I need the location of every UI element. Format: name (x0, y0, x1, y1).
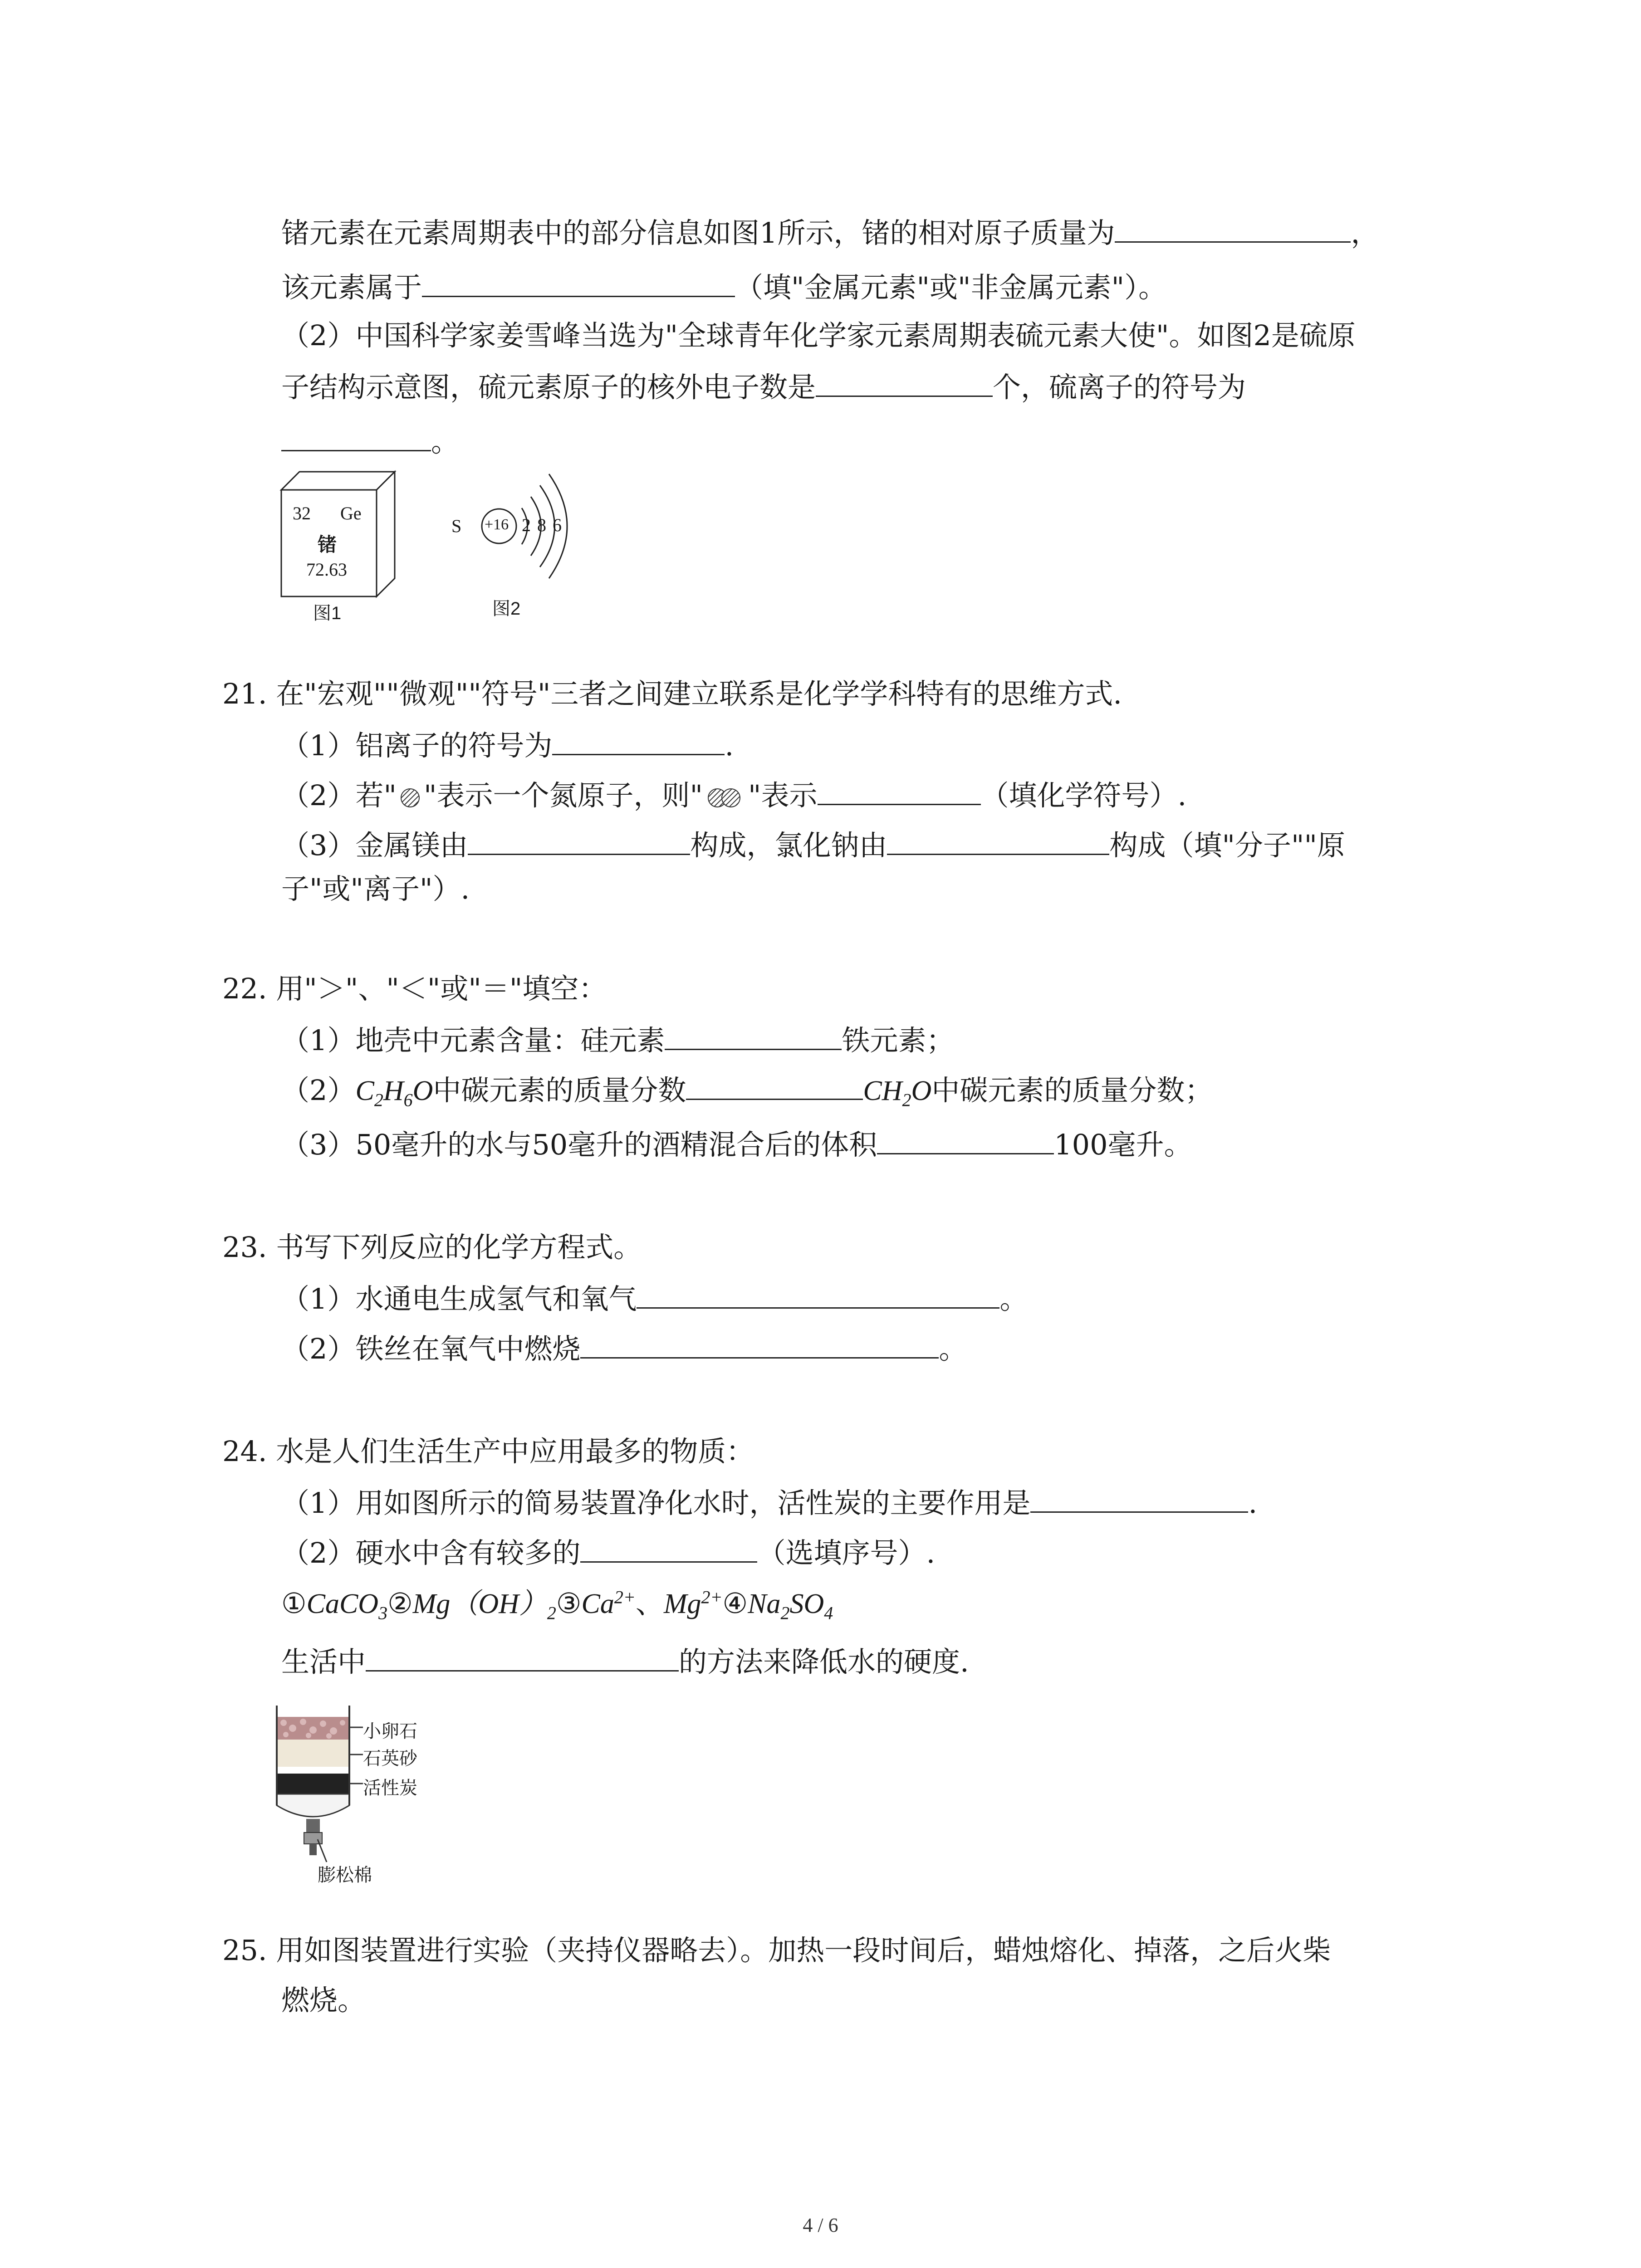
electron-shells: 2 8 6 (522, 515, 562, 535)
q21-part-2: （2）若" "表示一个氮原子，则" "表示 （填化学符号）. (281, 776, 1186, 814)
atomic-mass: 72.63 (306, 559, 347, 580)
answer-blank[interactable] (686, 1070, 863, 1100)
q24-part-1: （1）用如图所示的简易装置净化水时，活性炭的主要作用是 . (281, 1483, 1257, 1521)
figure-1-element-tile (272, 463, 408, 626)
water-purifier-figure (272, 1692, 454, 1896)
formula-mg-oh-2: $Mg(OH)_2$ (412, 1589, 556, 1623)
atomic-number: 32 (293, 503, 311, 523)
answer-blank[interactable] (818, 776, 981, 805)
q22-part-2: $(2)C_2H_6O$中碳元素的质量分数 $CH_2O$中碳元素的质量分数； (281, 1070, 1213, 1109)
q20-line-4: 子结构示意图，硫元素原子的核外电子数是 个，硫离子的符号为 (281, 367, 1246, 406)
q23-part-2: （2）铁丝在氧气中燃烧 。 (281, 1329, 967, 1367)
answer-blank[interactable] (468, 826, 690, 855)
answer-blank[interactable] (637, 1279, 999, 1309)
figure-1-caption: 图1 (313, 603, 342, 623)
nitrogen-atom-icon (397, 787, 424, 809)
q25-line-2: 燃烧。 (281, 1984, 366, 2017)
answer-blank[interactable] (580, 1329, 939, 1359)
atom-symbol: S (451, 516, 462, 536)
answer-blank[interactable] (877, 1125, 1054, 1154)
q21-stem: 21. 在"宏观""微观""符号"三者之间建立联系是化学学科特有的思维方式. (222, 677, 1122, 710)
formula-c2h6o: $C_2H_6O$ (355, 1075, 433, 1110)
formula-na2so4: $Na_2SO_4$ (748, 1589, 833, 1623)
nucleus-charge: +16 (485, 516, 509, 533)
label-stones: 小卵石 (363, 1721, 417, 1741)
q20-line-1: 锗元素在元素周期表中的部分信息如图1所示，锗的相对原子质量为 ， (281, 213, 1379, 251)
q23-part-1: （1）水通电生成氢气和氧气 。 (281, 1279, 1028, 1317)
label-carbon: 活性炭 (363, 1778, 417, 1798)
figure-2-sulfur-atom (449, 458, 585, 626)
answer-blank[interactable] (665, 1021, 842, 1050)
q21-part-3-cont: 子"或"离子"）. (281, 872, 470, 905)
answer-blank[interactable] (816, 367, 993, 397)
page-number: 4 / 6 (803, 2214, 838, 2236)
answer-blank[interactable] (281, 422, 431, 451)
formula-caco3: CaCO$_3$ (306, 1589, 388, 1623)
formula-ch2o: $CH_2O$ (863, 1075, 932, 1110)
answer-blank[interactable] (887, 826, 1109, 855)
q20-line-5: 。 (281, 422, 459, 460)
answer-blank[interactable] (422, 268, 735, 297)
answer-blank[interactable] (580, 1533, 757, 1563)
label-sand: 石英砂 (363, 1749, 417, 1769)
q24-line-4: 生活中 的方法来降低水的硬度. (281, 1642, 969, 1680)
q22-stem: 22. 用"＞"、"＜"或"＝"填空： (222, 972, 607, 1005)
formula-mg-ion: $Mg^{2+}$ (663, 1587, 723, 1619)
element-symbol: Ge (340, 503, 362, 523)
q25-line-1: 25. 用如图装置进行实验（夹持仪器略去）。加热一段时间后，蜡烛熔化、掉落，之后火柴 (222, 1934, 1331, 1967)
label-cotton: 膨松棉 (318, 1865, 372, 1885)
atom-structure-drawing (449, 458, 585, 594)
q22-part-3: （3）50毫升的水与50毫升的酒精混合后的体积 100毫升。 (281, 1125, 1192, 1163)
q21-part-1: （1）铝离子的符号为 . (281, 726, 734, 764)
q20-line-3: （2）中国科学家姜雪峰当选为"全球青年化学家元素周期表硫元素大使"。如图2是硫原 (281, 319, 1356, 352)
q24-stem: 24. 水是人们生活生产中应用最多的物质： (222, 1435, 754, 1468)
figure-2-caption: 图2 (492, 599, 521, 619)
q22-part-1: （1）地壳中元素含量：硅元素 铁元素； (281, 1021, 954, 1059)
element-name: 锗 (318, 533, 337, 556)
answer-blank[interactable] (1030, 1483, 1248, 1513)
nitrogen-molecule-icon (703, 787, 748, 809)
q24-part-2: （2）硬水中含有较多的 （选填序号）. (281, 1533, 935, 1571)
answer-blank[interactable] (366, 1642, 679, 1672)
q24-options: $①CaCO_3②Mg(OH)_2③Ca^{2+}$、$Mg^{2+}④Na_2SO_4$ (281, 1587, 833, 1623)
q21-part-3: （3）金属镁由 构成，氯化钠由 构成（填"分子""原 (281, 826, 1345, 864)
formula-ca-ion: $Ca^{2+}$ (581, 1587, 636, 1619)
answer-blank[interactable] (552, 726, 725, 755)
q20-line-2: 该元素属于 （填"金属元素"或"非金属元素"）。 (281, 268, 1166, 306)
answer-blank[interactable] (1115, 213, 1351, 243)
q23-stem: 23. 书写下列反应的化学方程式。 (222, 1231, 642, 1264)
